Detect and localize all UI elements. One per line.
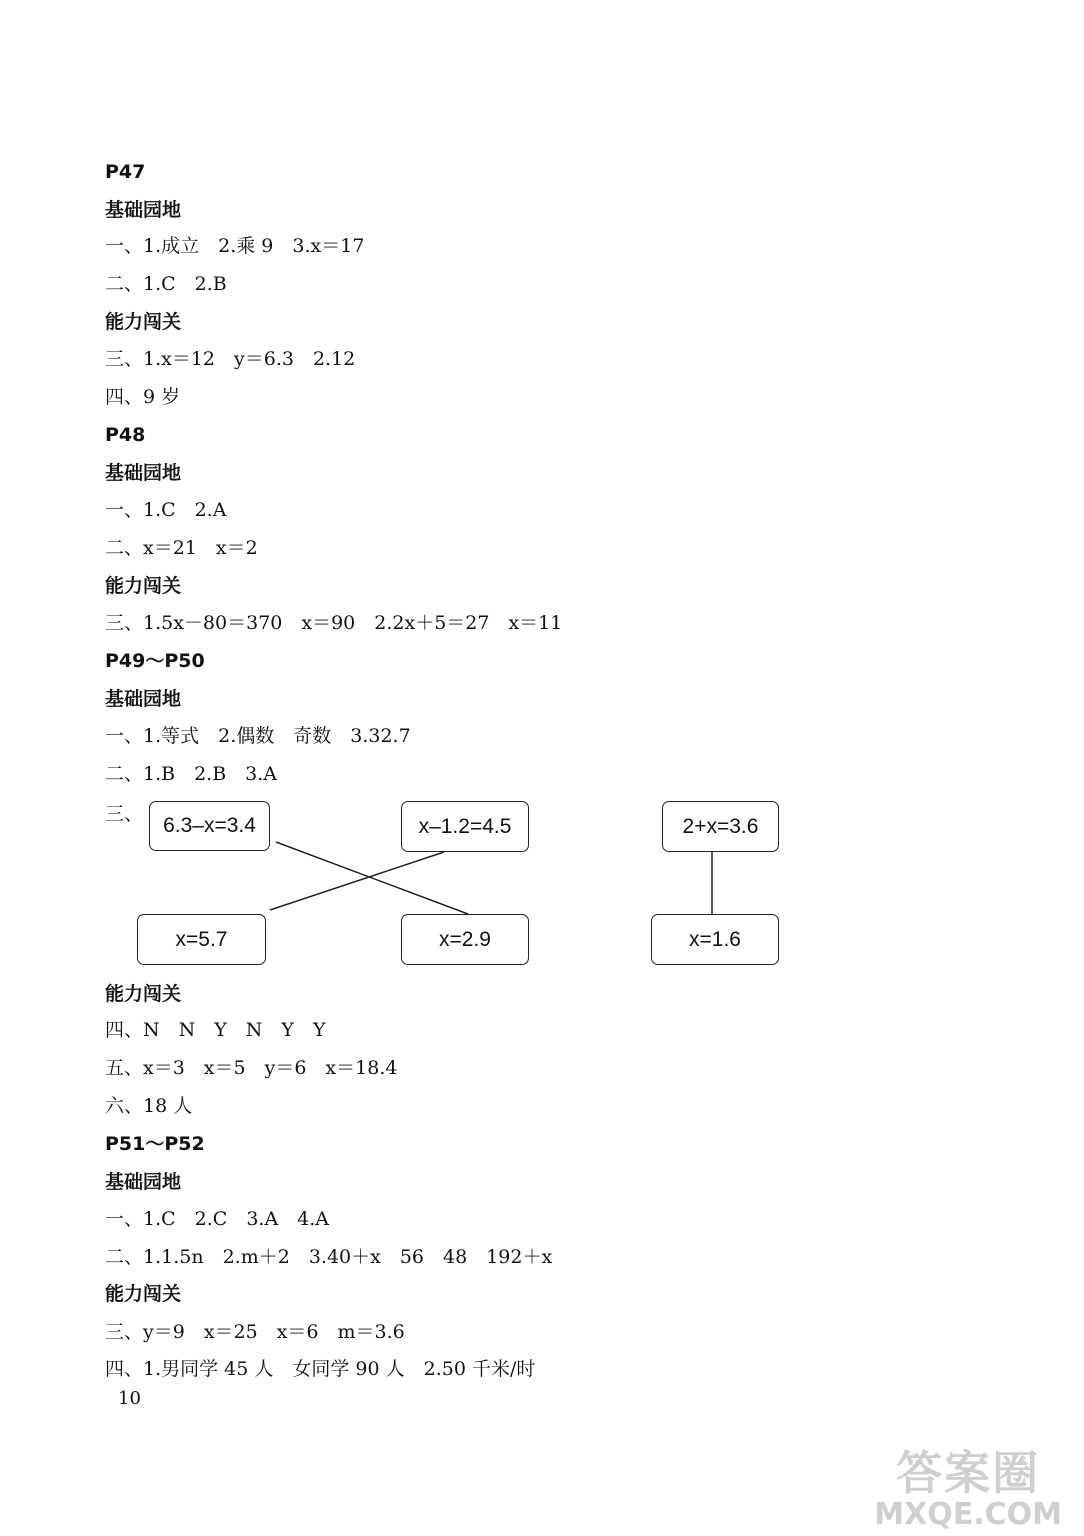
- section-heading: 基础园地: [105, 688, 182, 710]
- matching-box-bottom-2: x=2.9: [401, 914, 529, 965]
- answer-line: 三、1.5x－80＝370 x＝90 2.2x＋5＝27 x＝11: [105, 612, 563, 634]
- section-heading: P51～P52: [105, 1133, 205, 1155]
- watermark-url: MXQE.COM: [874, 1497, 1062, 1532]
- watermark-cn: 答案圈: [896, 1446, 1041, 1500]
- section-heading: 能力闯关: [105, 311, 182, 333]
- section-heading: P48: [105, 424, 146, 446]
- answer-line: 二、1.1.5n 2.m＋2 3.40＋x 56 48 192＋x: [105, 1246, 553, 1268]
- connector-line-2: [270, 852, 444, 910]
- answer-line: 二、1.B 2.B 3.A: [105, 763, 278, 785]
- page-number: 10: [118, 1388, 141, 1409]
- answer-line: 四、N N Y N Y Y: [105, 1019, 326, 1041]
- answer-line: 一、1.C 2.A: [105, 499, 227, 521]
- answer-line: 一、1.成立 2.乘 9 3.x＝17: [105, 235, 365, 257]
- answer-line: 一、1.等式 2.偶数 奇数 3.32.7: [105, 725, 411, 747]
- section-heading: 能力闯关: [105, 575, 182, 597]
- matching-box-bottom-1: x=5.7: [137, 914, 266, 965]
- section-heading: 能力闯关: [105, 983, 182, 1005]
- answer-line: 四、1.男同学 45 人 女同学 90 人 2.50 千米/时: [105, 1358, 536, 1380]
- section-heading: P49～P50: [105, 650, 205, 672]
- answer-line: 三、1.x＝12 y＝6.3 2.12: [105, 348, 356, 370]
- answer-line: 六、18 人: [105, 1095, 193, 1117]
- answer-line: 三、y＝9 x＝25 x＝6 m＝3.6: [105, 1321, 405, 1343]
- connector-line-1: [276, 842, 468, 914]
- matching-box-top-1: 6.3–x=3.4: [149, 801, 270, 851]
- matching-box-top-2: x–1.2=4.5: [401, 801, 529, 852]
- watermark-logo: [874, 1448, 1062, 1532]
- section-heading: P47: [105, 161, 146, 183]
- answer-line: 三、: [105, 803, 144, 825]
- answer-line: 一、1.C 2.C 3.A 4.A: [105, 1208, 330, 1230]
- section-heading: 基础园地: [105, 199, 182, 221]
- matching-box-top-3: 2+x=3.6: [662, 801, 779, 852]
- answer-line: 四、9 岁: [105, 386, 181, 408]
- answer-line: 五、x＝3 x＝5 y＝6 x＝18.4: [105, 1057, 398, 1079]
- answer-line: 二、x＝21 x＝2: [105, 537, 258, 559]
- section-heading: 能力闯关: [105, 1283, 182, 1305]
- answer-line: 二、1.C 2.B: [105, 273, 227, 295]
- section-heading: 基础园地: [105, 462, 182, 484]
- matching-box-bottom-3: x=1.6: [651, 914, 779, 965]
- section-heading: 基础园地: [105, 1171, 182, 1193]
